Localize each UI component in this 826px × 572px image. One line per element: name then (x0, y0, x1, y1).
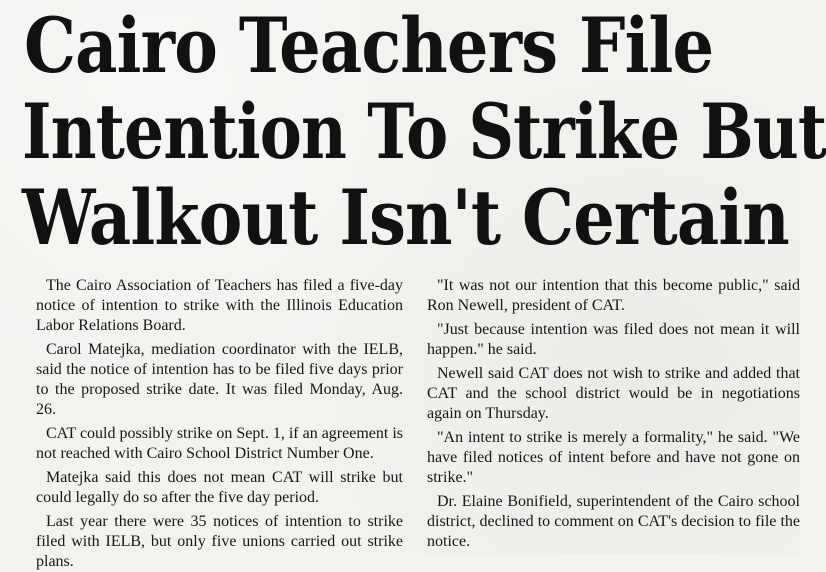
article-paragraph: Carol Matejka, mediation coordinator with the IELB, said the notice of intention has to be filed five days prior to the proposed strike date. It was filed Monday, Aug. 26. (36, 341, 403, 418)
left-column (36, 276, 403, 570)
article-paragraph: "It was not our intention that this become public," said Ron Newell, president of CAT. (427, 277, 800, 314)
headline-line-1: Cairo Teachers File (24, 1, 714, 90)
article-paragraph: "An intent to strike is merely a formality," he said. "We have filed notices of intent before and have not gone on strike." (427, 429, 800, 486)
article-body (36, 276, 800, 570)
article-paragraph: "Just because intention was filed does not mean it will happen." he said. (427, 321, 800, 358)
article-paragraph: Last year there were 35 notices of intention to strike filed with IELB, but only five unions carried out strike plans. (36, 513, 403, 570)
headline-line-2: Intention To Strike But (22, 87, 826, 176)
headline (22, 0, 826, 264)
article-paragraph: Newell said CAT does not wish to strike and added that CAT and the school district would be in negotiations again on Thursday. (427, 365, 800, 422)
article-paragraph: Dr. Elaine Bonifield, superintendent of the Cairo school district, declined to comment on CAT's decision to file the notice. (427, 493, 800, 550)
article-paragraph: Matejka said this does not mean CAT will strike but could legally do so after the five day period. (36, 469, 403, 506)
article-paragraph: CAT could possibly strike on Sept. 1, if an agreement is not reached with Cairo School District Number One. (36, 425, 403, 462)
article-paragraph: The Cairo Association of Teachers has filed a five-day notice of intention to strike with the Illinois Education Labor Relations Board. (36, 277, 403, 334)
headline-line-3: Walkout Isn't Certain (22, 173, 789, 262)
right-column (427, 276, 800, 554)
